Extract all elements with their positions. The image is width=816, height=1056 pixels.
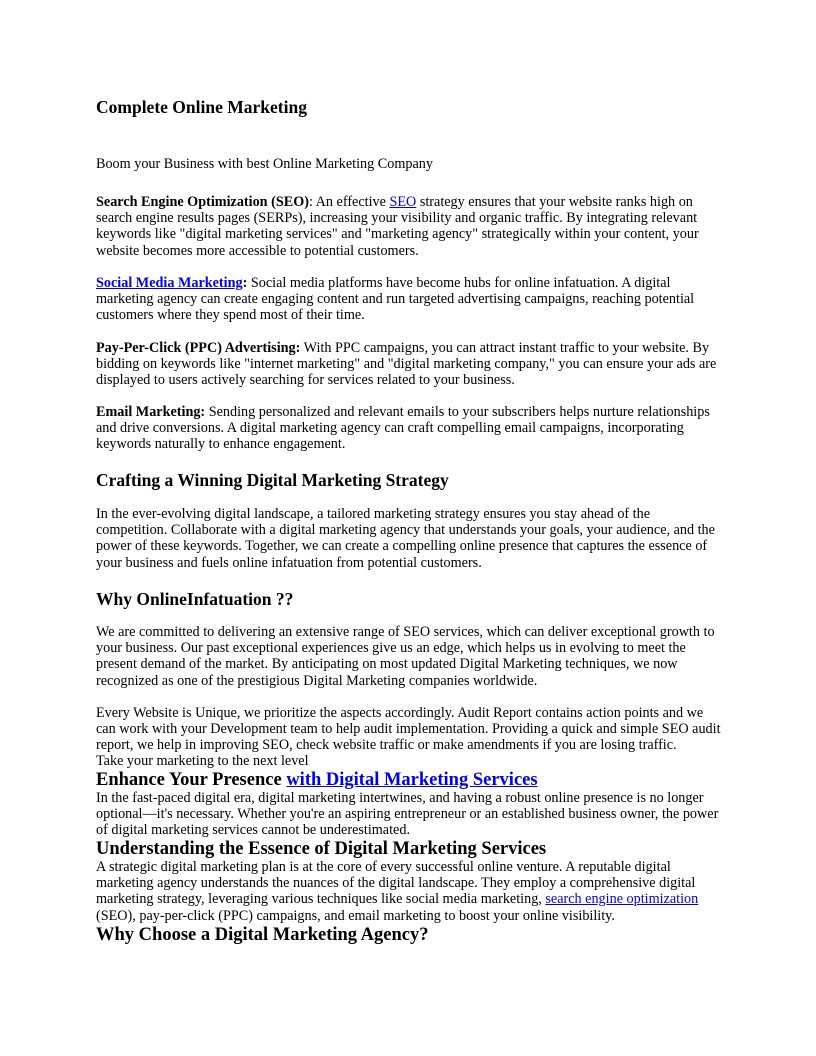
- enhance-heading-text: Enhance Your Presence: [96, 770, 287, 790]
- why-paragraph-3: Take your marketing to the next level: [96, 753, 309, 769]
- why-heading: Why OnlineInfatuation ??: [96, 589, 294, 609]
- digital-marketing-services-link[interactable]: with Digital Marketing Services: [286, 770, 538, 790]
- seo-paragraph: [96, 194, 722, 259]
- ppc-paragraph: [96, 340, 722, 389]
- seo-text: strategy ensures that your website ranks high on search engine results pages (SERPs), increasing your visibility and organic traffic. By integrating relevant keywords like "digital marketing services" and "marketing agency" strategically within your content, your website becomes more accessible to potential customers.: [96, 194, 699, 259]
- strategy-paragraph: In the ever-evolving digital landscape, a tailored marketing strategy ensures you stay ahead of the competition. Collaborate with a digital marketing agency that understands your goals, your audience, and the power of these keywords. Together, we can create a compelling online presence that captures the essence of your business and fuels online infatuation from potential customers.: [96, 506, 715, 571]
- essence-heading: Understanding the Essence of Digital Marketing Services: [96, 839, 547, 859]
- essence-pre: A strategic digital marketing plan is at the core of every successful online venture. A reputable digital marketing agency understands the nuances of the digital landscape. They employ a comprehensive digital marketing strategy, leveraging various techniques like social media marketing,: [96, 859, 696, 908]
- ppc-text: With PPC campaigns, you can attract instant traffic to your website. By bidding on keywords like "internet marketing" and "digital marketing company," you can ensure your ads are displayed to users actively searching for services related to your business.: [96, 340, 717, 389]
- social-media-link[interactable]: Social Media Marketing: [96, 275, 243, 291]
- social-text: Social media platforms have become hubs for online infatuation. A digital marketing agency can create engaging content and run targeted advertising campaigns, reaching potential customers where they spend most of their time.: [96, 275, 695, 324]
- social-paragraph: [96, 275, 722, 324]
- essence-paragraph: [96, 859, 722, 924]
- seo-pre: : An effective: [308, 194, 390, 210]
- tagline: Boom your Business with best Online Marketing Company: [96, 156, 433, 172]
- enhance-paragraph: In the fast-paced digital era, digital marketing intertwines, and having a robust online presence is no longer optional—it's necessary. Whether you're an aspiring entrepreneur or an established business owner, the power of digital marketing services cannot be underestimated.: [96, 790, 719, 839]
- page-title: Complete Online Marketing: [96, 97, 307, 117]
- email-label: Email Marketing:: [96, 404, 206, 420]
- email-text: Sending personalized and relevant emails to your subscribers helps nurture relationships and drive conversions. A digital marketing agency can craft compelling email campaigns, incorporating keywords naturally to enhance engagement.: [96, 404, 710, 453]
- strategy-heading: Crafting a Winning Digital Marketing Strategy: [96, 470, 449, 490]
- essence-post: (SEO), pay-per-click (PPC) campaigns, and email marketing to boost your online visibility.: [96, 907, 615, 924]
- enhance-heading: [96, 770, 722, 790]
- seo-label: Search Engine Optimization (SEO): [96, 194, 309, 210]
- why-paragraph-2: Every Website is Unique, we prioritize the aspects accordingly. Audit Report contains action points and we can work with your Development team to help audit implementation. Providing a quick and simple SEO audit report, we help in improving SEO, check website traffic or make amendments if you are losing traffic.: [96, 705, 721, 754]
- seo-link[interactable]: SEO: [389, 194, 417, 210]
- why-paragraph-1: We are committed to delivering an extensive range of SEO services, which can deliver exceptional growth to your business. Our past exceptional experiences give us an edge, which helps us in evolving to meet the present demand of the market. By anticipating on most updated Digital Marketing techniques, we now recognized as one of the prestigious Digital Marketing companies worldwide.: [96, 624, 715, 689]
- ppc-label: Pay-Per-Click (PPC) Advertising:: [96, 340, 301, 356]
- social-colon: :: [242, 275, 248, 291]
- choose-heading: Why Choose a Digital Marketing Agency?: [96, 925, 429, 945]
- email-paragraph: [96, 404, 722, 453]
- search-engine-optimization-link[interactable]: search engine optimization: [545, 891, 699, 908]
